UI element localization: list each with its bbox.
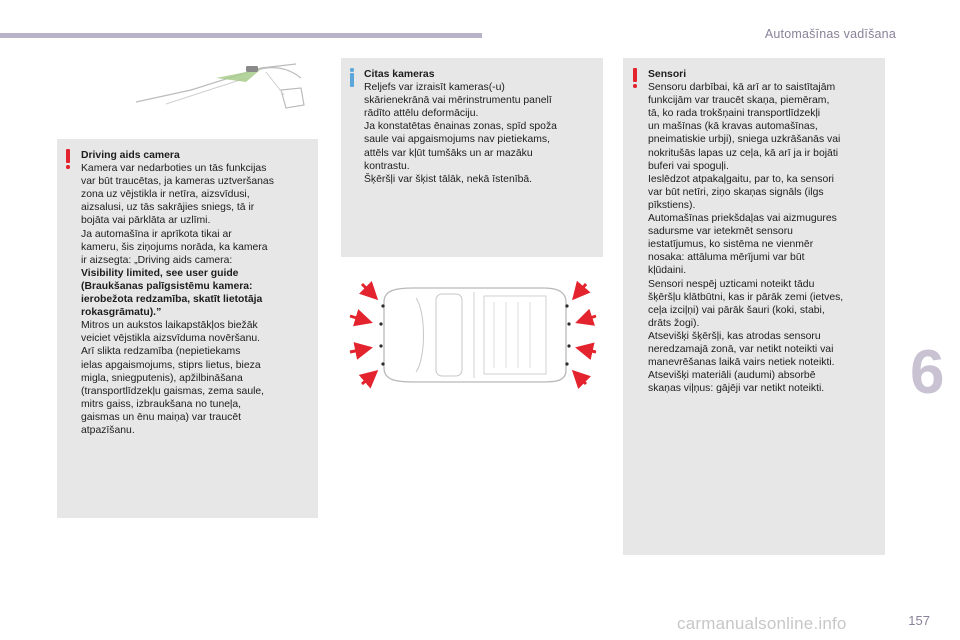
camera-warning-title: Driving aids camera — [81, 150, 180, 161]
sensors-line: kļūdaini. — [648, 265, 687, 277]
sensors-line: var būt netīri, ziņo skaņas signāls (ilgs — [648, 186, 824, 198]
camera-line: Visibility limited, see user guide — [81, 267, 239, 279]
camera-line: ielas apgaismojums, stiprs lietus, bieza — [81, 359, 261, 371]
other-cameras-text — [364, 68, 596, 186]
sensors-line: Sensori nespēj uzticami noteikt tādu — [648, 278, 815, 290]
other-cameras-line: Reljefs var izraisīt kameras(-u) — [364, 82, 505, 94]
header-rule — [0, 33, 482, 38]
chapter-number: 6 — [910, 338, 945, 407]
sensors-line: neredzamajā zonā, var netikt noteikti vai — [648, 343, 834, 355]
other-cameras-line: attēls var kļūt tumšāks un ar mazāku — [364, 147, 533, 159]
sensors-line: Sensoru darbībai, kā arī ar to saistītajām — [648, 82, 836, 94]
sensors-line: drāts žogi). — [648, 317, 700, 329]
camera-line: zona uz vējstikla ir netīra, aizsvīdusi, — [81, 189, 250, 201]
sensors-line: funkcijām var traucēt skaņa, piemēram, — [648, 95, 830, 107]
camera-line: (Braukšanas palīgsistēmu kamera: — [81, 280, 253, 292]
warning-icon — [64, 149, 72, 169]
camera-line: gaismas un ēnu maiņa) var traucēt — [81, 411, 241, 423]
camera-line: (transportlīdzekļu gaismas, zema saule, — [81, 385, 265, 397]
camera-line: ir aizsegta: „Driving aids camera: — [81, 254, 233, 266]
camera-line: Kamera var nedarboties un tās funkcijas — [81, 163, 267, 175]
sensors-line: manevrēšanas laikā vairs netiek noteikti. — [648, 357, 835, 369]
sensors-line: buferi vai spoguļi. — [648, 160, 729, 172]
camera-line: atpazīšanu. — [81, 424, 135, 436]
camera-line: kameru, šis ziņojums norāda, ka kamera — [81, 241, 268, 253]
sensors-title: Sensori — [648, 69, 687, 80]
watermark: carmanualsonline.info — [677, 614, 847, 633]
sensors-line: Ieslēdzot atpakaļgaitu, par to, ka sensori — [648, 173, 834, 185]
sensors-line: sadursme var ietekmēt sensoru — [648, 226, 793, 238]
camera-line: rokasgrāmatu).” — [81, 307, 162, 319]
other-cameras-line: rādīto attēlu deformāciju. — [364, 108, 479, 120]
camera-line: Ja automašīna ir aprīkota tikai ar — [81, 228, 232, 240]
camera-warning-text — [81, 149, 313, 437]
camera-line: veiciet vējstikla aizsvīduma novēršanu. — [81, 333, 261, 345]
camera-line: mitrs gaiss, izbraukšana no tuneļa, — [81, 398, 241, 410]
page-number: 157 — [908, 613, 930, 628]
parking-sensors-illustration — [344, 272, 600, 397]
warning-icon — [631, 68, 639, 88]
windscreen-camera-illustration — [96, 60, 311, 135]
camera-line: bojāta vai pārklāta ar uzlīmi. — [81, 215, 211, 227]
camera-line: var būt traucētas, ja kameras uztveršanas — [81, 176, 274, 188]
camera-line: Mitros un aukstos laikapstākļos biežāk — [81, 320, 258, 332]
sensors-line: ceļa izciļņi) vai pārāk šauri (koki, stabi, — [648, 304, 825, 316]
other-cameras-line: Šķēršļi var šķist tālāk, nekā īstenībā. — [364, 173, 533, 185]
sensors-line: Automašīnas priekšdaļas vai aizmugures — [648, 213, 837, 225]
sensors-line: skaņas viļņus: gājēji var netikt noteikti. — [648, 383, 825, 395]
sensors-line: Atsevišķi materiāli (audumi) absorbē — [648, 370, 816, 382]
sensors-text — [648, 68, 881, 395]
other-cameras-line: saule vai apgaismojums nav pietiekams, — [364, 134, 550, 146]
sensors-line: pīkstiens). — [648, 199, 696, 211]
sensors-line: pneimatiskie urbji), sniega uzkrāšanās vai — [648, 134, 841, 146]
camera-line: migla, sniegputenis), apžilbināšana — [81, 372, 243, 384]
sensors-line: tā, ko rada trokšņaini transportlīdzekļi — [648, 108, 821, 120]
other-cameras-title: Citas kameras — [364, 69, 435, 80]
sensors-line: nokritušās lapas uz ceļa, kā arī ja ir bojāti — [648, 147, 839, 159]
other-cameras-line: skārienekrānā vai mērinstrumentu panelī — [364, 95, 552, 107]
info-icon — [348, 68, 356, 88]
sensors-line: iestatījumus, ko sistēma ne vienmēr — [648, 239, 814, 251]
camera-line: aizsalusi, uz tās sakrājies sniegs, tā ir — [81, 202, 255, 214]
sensors-line: Atsevišķi šķēršļi, kas atrodas sensoru — [648, 330, 821, 342]
sensors-line: šķēršļu klātbūtni, kas ir pārāk zemi (ietves, — [648, 291, 844, 303]
sensors-line: nosaka: attāluma mērījumi var būt — [648, 252, 805, 264]
other-cameras-line: Ja konstatētas ēnainas zonas, spīd spoža — [364, 121, 557, 133]
sensors-line: un mašīnas (kā kravas automašīnas, — [648, 121, 818, 133]
section-title: Automašīnas vadīšana — [764, 27, 896, 41]
other-cameras-line: kontrastu. — [364, 160, 410, 172]
camera-line: ierobežota redzamība, skatīt lietotāja — [81, 294, 263, 306]
camera-line: Arī slikta redzamība (nepietiekams — [81, 346, 241, 358]
